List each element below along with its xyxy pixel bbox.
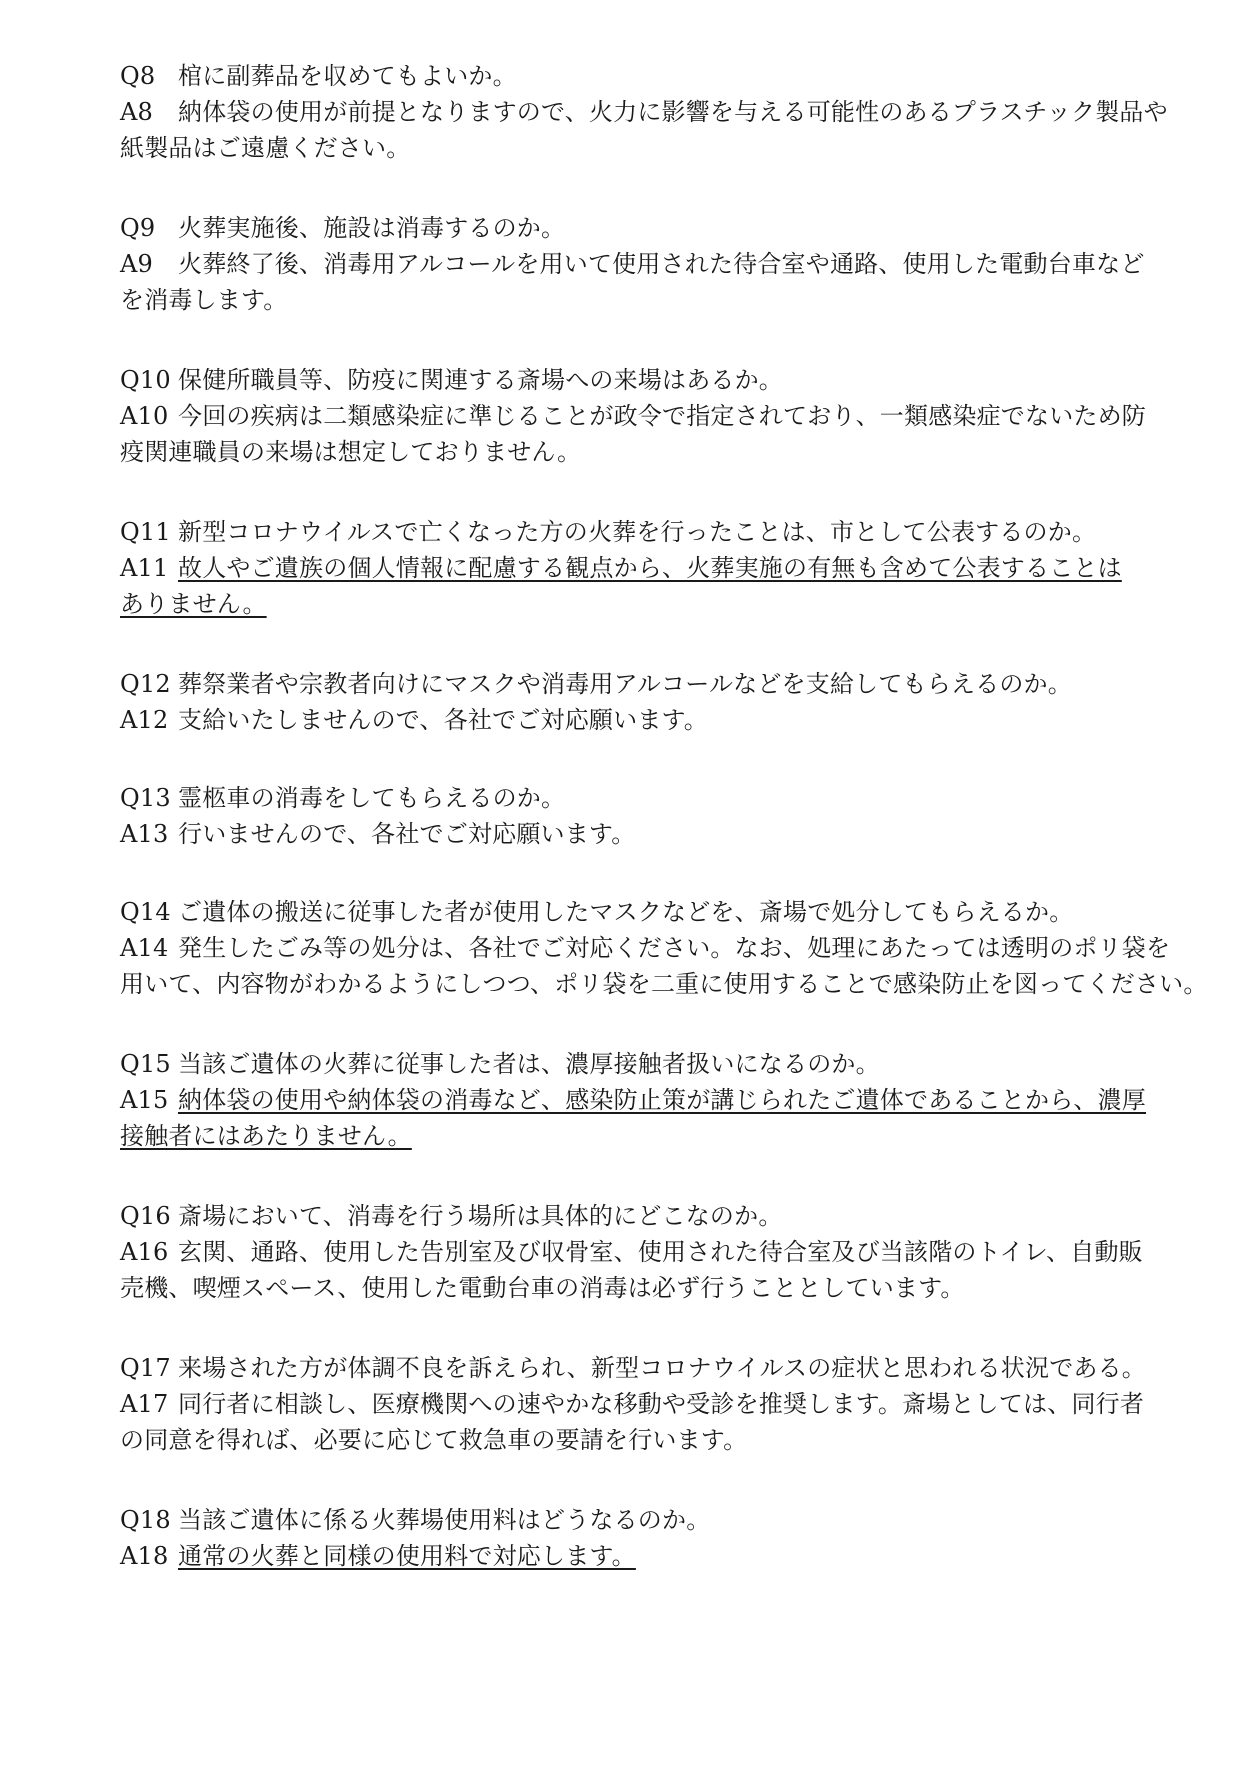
- qa-item: [120, 1198, 1160, 1306]
- answer-text: 支給いたしませんので、各社でご対応願います。: [178, 706, 708, 734]
- question-line: [120, 1502, 1160, 1538]
- answer-line: [120, 246, 1160, 282]
- answer-text-underlined: ありません。: [120, 590, 267, 618]
- answer-continuation: [120, 586, 1160, 622]
- question-text: 棺に副葬品を収めてもよいか。: [178, 62, 517, 90]
- answer-text-underlined: 納体袋の使用や納体袋の消毒など、感染防止策が講じられたご遺体であることから、濃厚: [178, 1086, 1146, 1114]
- answer-continuation: [120, 1118, 1160, 1154]
- answer-number: A14: [120, 934, 169, 962]
- answer-number: A11: [120, 554, 169, 582]
- qa-item: [120, 210, 1160, 318]
- answer-line: [120, 702, 1160, 738]
- answer-continuation: の同意を得れば、必要に応じて救急車の要請を行います。: [120, 1426, 748, 1454]
- answer-continuation: 疫関連職員の来場は想定しておりません。: [120, 438, 582, 466]
- answer-text-underlined: 通常の火葬と同様の使用料で対応します。: [178, 1542, 636, 1570]
- question-text: ご遺体の搬送に従事した者が使用したマスクなどを、斎場で処分してもらえるか。: [178, 898, 1074, 926]
- question-line: [120, 666, 1160, 702]
- question-line: [120, 780, 1160, 816]
- question-text: 火葬実施後、施設は消毒するのか。: [178, 214, 566, 242]
- question-line: [120, 1198, 1160, 1234]
- question-line: [120, 894, 1160, 930]
- answer-text: 納体袋の使用が前提となりますので、火力に影響を与える可能性のあるプラスチック製品や: [178, 98, 1168, 126]
- answer-text: 行いませんので、各社でご対応願います。: [178, 820, 636, 848]
- question-text: 保健所職員等、防疫に関連する斎場への来場はあるか。: [178, 366, 783, 394]
- answer-number: A16: [120, 1238, 169, 1266]
- answer-text: 発生したごみ等の処分は、各社でご対応ください。なお、処理にあたっては透明のポリ袋を: [178, 934, 1171, 962]
- question-text: 新型コロナウイルスで亡くなった方の火葬を行ったことは、市として公表するのか。: [178, 518, 1097, 546]
- answer-text-underlined: 故人やご遺族の個人情報に配慮する観点から、火葬実施の有無も含めて公表することは: [178, 554, 1122, 582]
- question-number: Q9: [120, 214, 156, 242]
- answer-continuation: 売機、喫煙スペース、使用した電動台車の消毒は必ず行うこととしています。: [120, 1274, 965, 1302]
- answer-line: [120, 1234, 1160, 1270]
- answer-text-underlined: 接触者にはあたりません。: [120, 1122, 412, 1150]
- answer-line: [120, 1538, 1160, 1574]
- question-number: Q16: [120, 1202, 171, 1230]
- question-number: Q17: [120, 1354, 171, 1382]
- qa-item: [120, 1502, 1160, 1574]
- answer-text: 玄関、通路、使用した告別室及び収骨室、使用された待合室及び当該階のトイレ、自動販: [178, 1238, 1143, 1266]
- question-number: Q15: [120, 1050, 171, 1078]
- question-text: 葬祭業者や宗教者向けにマスクや消毒用アルコールなどを支給してもらえるのか。: [178, 670, 1072, 698]
- answer-line: [120, 398, 1160, 434]
- question-text: 斎場において、消毒を行う場所は具体的にどこなのか。: [178, 1202, 783, 1230]
- question-line: [120, 1046, 1160, 1082]
- answer-number: A10: [120, 402, 169, 430]
- answer-number: A12: [120, 706, 169, 734]
- answer-text: 火葬終了後、消毒用アルコールを用いて使用された待合室や通路、使用した電動台車など: [178, 250, 1145, 278]
- answer-continuation: を消毒します。: [120, 286, 288, 314]
- qa-item: [120, 362, 1160, 470]
- answer-number: A17: [120, 1390, 169, 1418]
- question-line: [120, 362, 1160, 398]
- question-line: [120, 210, 1160, 246]
- answer-line: [120, 550, 1160, 586]
- answer-line: [120, 1386, 1160, 1422]
- qa-item: [120, 514, 1160, 622]
- question-text: 当該ご遺体に係る火葬場使用料はどうなるのか。: [178, 1506, 711, 1534]
- answer-number: A18: [120, 1542, 169, 1570]
- answer-number: A13: [120, 820, 169, 848]
- qa-item: [120, 58, 1168, 166]
- answer-line: [120, 930, 1171, 966]
- answer-line: [120, 1082, 1160, 1118]
- qa-item: [120, 894, 1208, 1002]
- answer-text: 今回の疾病は二類感染症に準じることが政令で指定されており、一類感染症でないため防: [178, 402, 1146, 430]
- question-number: Q10: [120, 366, 171, 394]
- question-number: Q13: [120, 784, 171, 812]
- question-line: [120, 1350, 1160, 1386]
- qa-item: [120, 666, 1160, 738]
- answer-continuation: 用いて、内容物がわかるようにしつつ、ポリ袋を二重に使用することで感染防止を図ってください。: [120, 970, 1208, 998]
- answer-number: A8: [120, 98, 154, 126]
- qa-item: [120, 1350, 1160, 1458]
- answer-number: A15: [120, 1086, 169, 1114]
- answer-line: [120, 816, 1160, 852]
- answer-text: 同行者に相談し、医療機関への速やかな移動や受診を推奨します。斎場としては、同行者: [178, 1390, 1145, 1418]
- question-line: [120, 58, 1160, 94]
- question-number: Q14: [120, 898, 171, 926]
- qa-item: [120, 1046, 1160, 1154]
- question-line: [120, 514, 1160, 550]
- question-text: 来場された方が体調不良を訴えられ、新型コロナウイルスの症状と思われる状況である。: [178, 1354, 1146, 1382]
- question-number: Q8: [120, 62, 156, 90]
- question-number: Q11: [120, 518, 171, 546]
- answer-line: [120, 94, 1168, 130]
- question-number: Q18: [120, 1506, 171, 1534]
- qa-item: [120, 780, 1160, 852]
- question-text: 当該ご遺体の火葬に従事した者は、濃厚接触者扱いになるのか。: [178, 1050, 880, 1078]
- question-number: Q12: [120, 670, 171, 698]
- answer-continuation: 紙製品はご遠慮ください。: [120, 134, 411, 162]
- question-text: 霊柩車の消毒をしてもらえるのか。: [178, 784, 566, 812]
- answer-number: A9: [120, 250, 154, 278]
